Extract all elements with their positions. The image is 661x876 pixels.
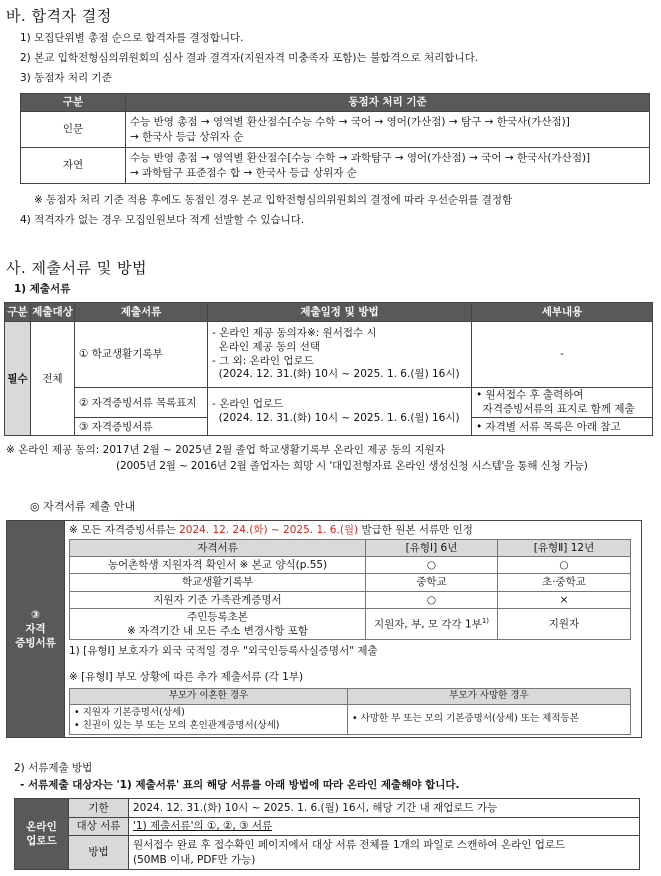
documents-table	[4, 302, 653, 436]
parents-line: • 지원자 기본증명서(상세)	[74, 706, 185, 718]
table-row	[15, 799, 640, 818]
doc-header-group: 구분	[5, 303, 31, 322]
doc-detail-record: -	[472, 322, 653, 388]
doc-schedule-cover	[208, 388, 472, 436]
cert-doc: 학교생활기록부	[70, 574, 366, 591]
cert-type2: ×	[498, 591, 631, 608]
table-row	[21, 148, 650, 184]
tie-note: ※ 동점자 처리 기준 적용 후에도 동점인 경우 본교 입학전형심의위원회의 결정에 따라 우선순위를 결정함	[34, 194, 513, 206]
cert-table	[6, 520, 642, 738]
cert-left-label	[7, 521, 65, 738]
ba-item-2: 2) 본교 입학전형심의위원회의 심사 결과 결격자(지원자격 미충족자 포함)는 불합격으로 처리합니다.	[20, 52, 479, 64]
table-row	[5, 388, 653, 418]
table-row	[70, 608, 631, 639]
cert-type1: 중학교	[366, 574, 498, 591]
cert-content	[65, 521, 642, 738]
upload-label-line: 업로드	[26, 835, 57, 847]
parents-header-divorced: 부모가 이혼한 경우	[70, 689, 348, 705]
table-row	[70, 705, 631, 735]
schedule-line: - 온라인 제공 동의자※: 원서접수 시	[212, 327, 377, 340]
tie-header-category: 구분	[21, 94, 126, 112]
cert-guide-title: ◎ 자격서류 제출 안내	[30, 500, 136, 513]
parents-divorced	[70, 705, 348, 735]
cert-foot1: 1) [유형Ⅰ] 보호자가 외국 국적일 경우 "외국인등록사실증명서" 제출	[69, 645, 378, 658]
ba-item-1: 1) 모집단위별 총점 순으로 합격자를 결정합니다.	[20, 32, 244, 44]
cert-type2: 초·중학교	[498, 574, 631, 591]
cert-notice-suffix: 발급한 원본 서류만 인정	[358, 524, 473, 536]
table-row	[70, 591, 631, 608]
online-note-1: ※ 온라인 제공 동의: 2017년 2월 ~ 2025년 2월 졸업 학교생활기록부 온라인 제공 동의 지원자	[6, 444, 445, 456]
table-row	[5, 322, 653, 388]
doc-header-target: 제출대상	[31, 303, 75, 322]
upload-label-deadline: 기한	[69, 799, 129, 818]
sa-sub2: 2) 서류제출 방법	[14, 762, 93, 774]
detail-line: • 원서접수 후 출력하여	[476, 389, 584, 401]
sa-sub2-desc: - 서류제출 대상자는 '1) 제출서류' 표의 해당 서류를 아래 방법에 따라 온라인 제출해야 합니다.	[20, 779, 460, 791]
doc-detail-cover	[472, 388, 653, 418]
doc-detail-cert: • 자격별 서류 목록은 아래 참고	[472, 418, 653, 436]
cert-type1: ○	[366, 557, 498, 574]
upload-label-target: 대상 서류	[69, 818, 129, 836]
cert-doc	[70, 608, 366, 639]
cert-notice	[69, 523, 637, 539]
cert-notice-prefix: ※ 모든 자격증빙서류는	[69, 524, 180, 536]
doc-name-cert: ③ 자격증빙서류	[75, 418, 208, 436]
section-title-sa: 사. 제출서류 및 방법	[6, 259, 147, 277]
cert-inner-table	[69, 539, 631, 640]
upload-method-line: (50MB 이내, PDF만 가능)	[133, 853, 256, 866]
cert-header-doc: 자격서류	[70, 540, 366, 557]
parents-table	[69, 688, 631, 735]
schedule-line: (2024. 12. 31.(화) 10시 ~ 2025. 1. 6.(월) 16시)	[212, 368, 460, 381]
upload-left-label	[15, 799, 69, 870]
cert-type2: 지원자	[498, 608, 631, 639]
schedule-line: - 온라인 업로드	[212, 398, 284, 410]
doc-name-cover: ② 자격증빙서류 목록표지	[75, 388, 208, 418]
doc-header-detail: 세부내용	[472, 303, 653, 322]
parents-deceased: • 사망한 부 또는 모의 기본증명서(상세) 또는 제적등본	[348, 705, 631, 735]
cert-foot2: ※ [유형Ⅰ] 부모 상황에 따른 추가 제출서류 (각 1부)	[69, 671, 304, 684]
cert-notice-date: 2024. 12. 24.(화) ~ 2025. 1. 6.(월)	[179, 524, 359, 536]
parents-header-deceased: 부모가 사망한 경우	[348, 689, 631, 705]
detail-line: 자격증빙서류의 표지로 함께 제출	[476, 402, 635, 415]
cert-header-type1: [유형Ⅰ] 6년	[366, 540, 498, 557]
table-row	[15, 836, 640, 870]
online-note-2: (2005년 2월 ~ 2016년 2월 졸업자는 희망 시 '대입전형자료 온라인 생성신청 시스템'을 통해 신청 가능)	[116, 460, 588, 472]
tie-criteria-line: → 한국사 등급 상위자 순	[130, 130, 244, 143]
ba-item-3: 3) 동점자 처리 기준	[20, 72, 112, 84]
doc-name-record: ① 학교생활기록부	[75, 322, 208, 388]
cert-type2: ○	[498, 557, 631, 574]
table-row	[70, 574, 631, 591]
cert-doc: 농어촌학생 지원자격 확인서 ※ 본교 양식(p.55)	[70, 557, 366, 574]
schedule-line: 온라인 제공 동의 선택	[212, 340, 320, 353]
tie-criteria-line: → 과학탐구 표준점수 합 → 한국사 등급 상위자 순	[130, 166, 357, 179]
upload-value-target: '1) 제출서류'의 ①, ②, ③ 서류	[129, 818, 640, 836]
parents-line: • 친권이 있는 부 또는 모의 혼인관계증명서(상세)	[74, 719, 280, 731]
doc-target-all: 전체	[31, 322, 75, 436]
schedule-line: - 그 외: 온라인 업로드	[212, 354, 314, 367]
table-row	[15, 818, 640, 836]
tie-header-criteria: 동점자 처리 기준	[126, 94, 650, 112]
upload-label-method: 방법	[69, 836, 129, 870]
upload-table	[14, 798, 640, 870]
doc-header-doc: 제출서류	[75, 303, 208, 322]
schedule-line: (2024. 12. 31.(화) 10시 ~ 2025. 1. 6.(월) 16시)	[212, 411, 460, 424]
cert-doc-line: 주민등록초본	[187, 610, 248, 623]
cert-header-type2: [유형Ⅱ] 12년	[498, 540, 631, 557]
cert-type1-text: 지원자, 부, 모 각각 1부	[373, 618, 482, 631]
tie-criteria-science	[126, 148, 650, 184]
upload-value-method	[129, 836, 640, 870]
tie-break-table	[20, 93, 650, 184]
table-row	[70, 557, 631, 574]
doc-header-schedule: 제출일정 및 방법	[208, 303, 472, 322]
footnote-mark: 1)	[481, 616, 490, 625]
upload-label-line: 온라인	[26, 820, 57, 833]
cert-type1	[366, 608, 498, 639]
cert-doc: 지원자 기준 가족관계증명서	[70, 591, 366, 608]
upload-method-line: 원서접수 완료 후 접수확인 페이지에서 대상 서류 전체를 1개의 파일로 스캔하여 온라인 업로드	[133, 839, 566, 852]
table-row	[21, 112, 650, 148]
upload-value-deadline: 2024. 12. 31.(화) 10시 ~ 2025. 1. 6.(월) 16시, 해당 기간 내 재업로드 가능	[129, 799, 640, 818]
tie-label-science: 자연	[21, 148, 126, 184]
cert-label-line: ③	[31, 608, 40, 621]
doc-group-required: 필수	[5, 322, 31, 436]
tie-criteria-humanities	[126, 112, 650, 148]
tie-criteria-line: 수능 반영 총점 → 영역별 환산점수[수능 수학 → 과학탐구 → 영어(가산점) → 국어 → 한국사(가산점)]	[130, 152, 591, 165]
sa-sub1: 1) 제출서류	[14, 283, 71, 295]
ba-item-4: 4) 적격자가 없는 경우 모집인원보다 적게 선발할 수 있습니다.	[20, 214, 305, 226]
cert-label-line: 증빙서류	[15, 637, 56, 650]
tie-label-humanities: 인문	[21, 112, 126, 148]
cert-doc-line: ※ 자격기간 내 모든 주소 변경사항 포함	[127, 624, 308, 637]
tie-criteria-line: 수능 반영 총점 → 영역별 환산점수[수능 수학 → 국어 → 영어(가산점) → 탐구 → 한국사(가산점)]	[130, 116, 570, 129]
cert-label-line: 자격	[25, 623, 46, 635]
cert-type1: ○	[366, 591, 498, 608]
section-title-ba: 바. 합격자 결정	[6, 7, 112, 25]
doc-schedule-record	[208, 322, 472, 388]
